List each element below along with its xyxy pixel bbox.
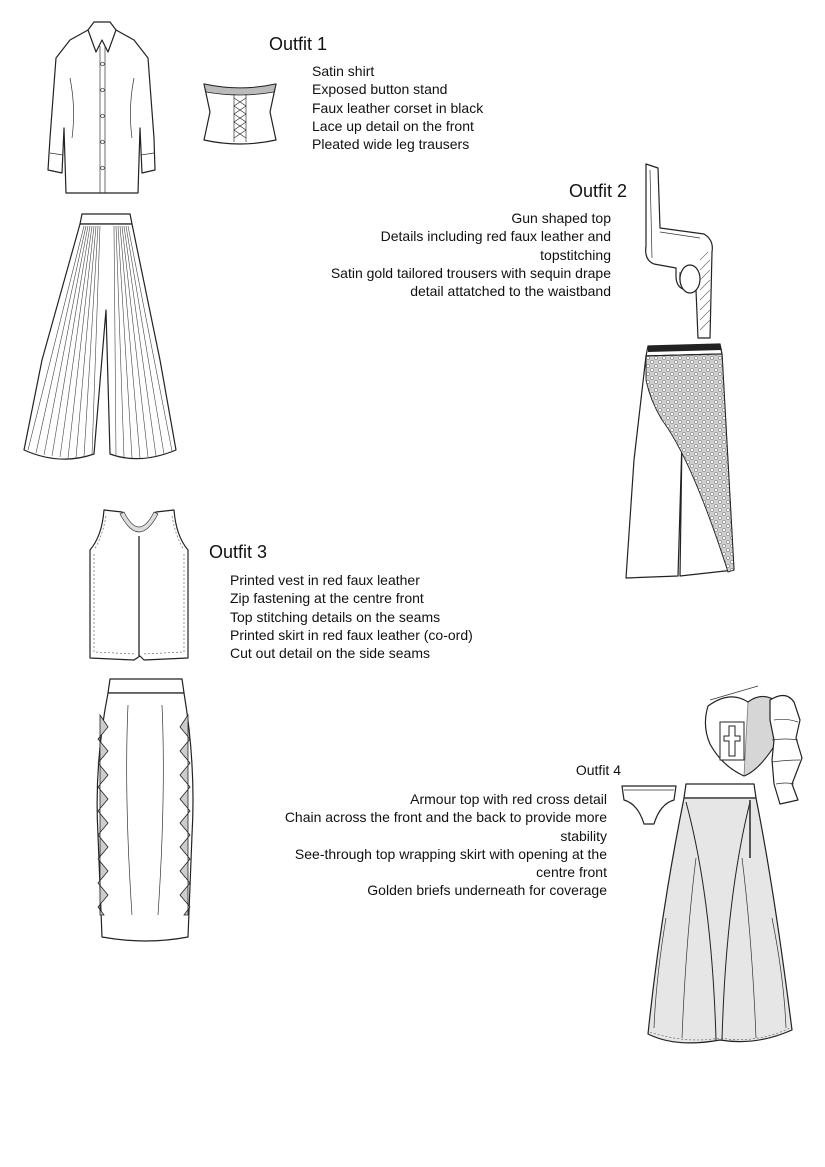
- outfit-1-details: [312, 62, 483, 153]
- detail-line: Gun shaped top: [511, 210, 611, 226]
- outfit-2-details: [331, 209, 611, 300]
- wrap-skirt-sketch: [646, 778, 794, 1058]
- detail-line: Printed skirt in red faux leather (co-ord): [230, 626, 473, 643]
- detail-line: Exposed button stand: [312, 81, 448, 98]
- detail-line: detail attatched to the waistband: [410, 283, 611, 300]
- outfit-4-details: [285, 790, 607, 900]
- detail-line: topstitching: [540, 246, 611, 263]
- printed-skirt-sketch: [88, 675, 200, 945]
- outfit-4-title: Outfit 4: [575, 762, 621, 778]
- detail-line: Satin gold tailored trousers with sequin drape: [330, 264, 611, 281]
- detail-line: Printed vest in red faux leather: [230, 572, 420, 588]
- detail-line: Cut out detail on the side seams: [230, 645, 431, 662]
- corset-sketch: [198, 76, 282, 148]
- satin-shirt-sketch: [30, 18, 175, 198]
- detail-line: centre front: [536, 864, 607, 881]
- outfit-3-details: [230, 571, 473, 662]
- printed-vest-sketch: [82, 506, 197, 666]
- detail-line: Lace up detail on the front: [312, 117, 474, 134]
- sequin-trousers-sketch: [622, 340, 742, 585]
- outfit-3-title: Outfit 3: [209, 542, 268, 562]
- detail-line: Armour top with red cross detail: [410, 791, 607, 807]
- detail-line: Golden briefs underneath for coverage: [367, 882, 607, 899]
- detail-line: Faux leather corset in black: [312, 99, 484, 116]
- detail-line: Chain across the front and the back to provide more: [284, 809, 607, 826]
- detail-line: Satin shirt: [312, 63, 375, 79]
- detail-line: See-through top wrapping skirt with opening at the: [294, 845, 607, 862]
- pleated-trousers-sketch: [20, 210, 180, 470]
- outfit-2-title: Outfit 2: [568, 181, 627, 201]
- detail-line: Details including red faux leather and: [380, 228, 611, 245]
- detail-line: stability: [560, 827, 607, 844]
- detail-line: Zip fastening at the centre front: [230, 590, 424, 607]
- outfit-1-title: Outfit 1: [269, 34, 328, 54]
- gun-top-sketch: [640, 160, 730, 340]
- detail-line: Pleated wide leg trausers: [312, 136, 470, 153]
- detail-line: Top stitching details on the seams: [230, 608, 441, 625]
